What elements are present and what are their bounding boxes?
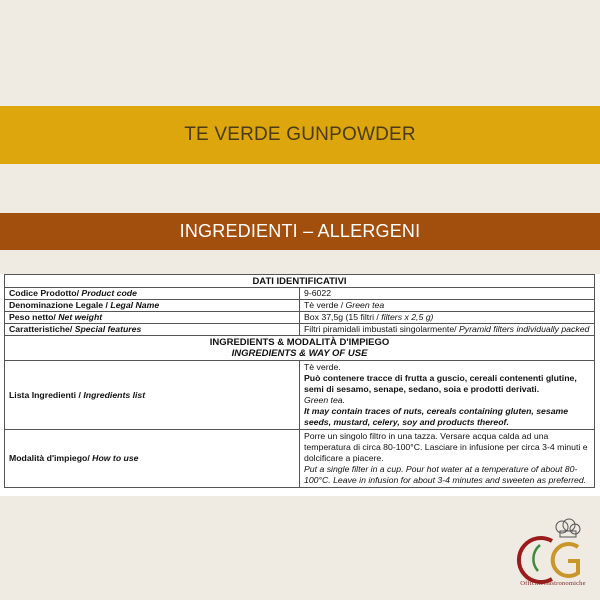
section-header-ingredients [5, 336, 595, 361]
table-row [5, 288, 595, 300]
row-label: Peso netto/ Net weight [5, 312, 300, 324]
table-row [5, 275, 595, 288]
table-row [5, 300, 595, 312]
table-row [5, 430, 595, 488]
row-value: 9-6022 [300, 288, 595, 300]
logo-o-mark [519, 538, 552, 582]
chef-hat-icon [556, 519, 580, 537]
section-title: INGREDIENTI – ALLERGENI [179, 221, 421, 241]
allergen-warning-it: Può contenere tracce di frutta a guscio, cereali contenenti glutine, semi di sesamo, senape, sedano, soia e prodotti derivati. [304, 373, 577, 394]
row-value: Tè verde / Green tea [300, 300, 595, 312]
logo-wordmark: OfficineGastronomiche [520, 580, 586, 587]
allergen-warning-en: It may contain traces of nuts, cereals containing gluten, sesame seeds, mustard, celery, soy and products thereof. [304, 406, 569, 427]
spec-sheet [0, 274, 600, 496]
product-title-band [0, 106, 600, 164]
ingredients-it: Tè verde. [304, 362, 341, 372]
ingredients-en: Green tea. [304, 395, 346, 405]
usage-it: Porre un singolo filtro in una tazza. Versare acqua calda ad una temperatura di circa 80-100°C. Lasciare in infusione per circa 3-4 minuti e dolcificare a piacere. [304, 431, 588, 463]
usage-en: Put a single filter in a cup. Pour hot water at a temperature of about 80-100°C. Leave in infusion for about 3-4 minutes and sweeten as preferred. [304, 464, 587, 485]
row-value: Filtri piramidali imbustati singolarmente/ Pyramid filters individually packed [300, 324, 595, 336]
usage-label: Modalità d'impiego/ How to use [5, 430, 300, 488]
row-label: Codice Prodotto/ Product code [5, 288, 300, 300]
section-header-it: INGREDIENTS & MODALITÀ D'IMPIEGO [209, 337, 390, 348]
section-header-identification: DATI IDENTIFICATIVI [5, 275, 595, 288]
logo-g-mark [553, 544, 578, 576]
spec-table [4, 274, 595, 488]
ingredients-label: Lista Ingredienti / Ingredients list [5, 361, 300, 430]
usage-value [300, 430, 595, 488]
product-title: TE VERDE GUNPOWDER [184, 124, 416, 145]
table-row [5, 336, 595, 361]
row-label: Caratteristiche/ Special features [5, 324, 300, 336]
table-row [5, 361, 595, 430]
ingredients-value [300, 361, 595, 430]
section-header-en: INGREDIENTS & WAY OF USE [231, 348, 368, 359]
table-row [5, 312, 595, 324]
row-label: Denominazione Legale / Legal Name [5, 300, 300, 312]
table-row [5, 324, 595, 336]
section-title-band [0, 213, 600, 250]
row-value: Box 37,5g (15 filtri / filters x 2,5 g) [300, 312, 595, 324]
